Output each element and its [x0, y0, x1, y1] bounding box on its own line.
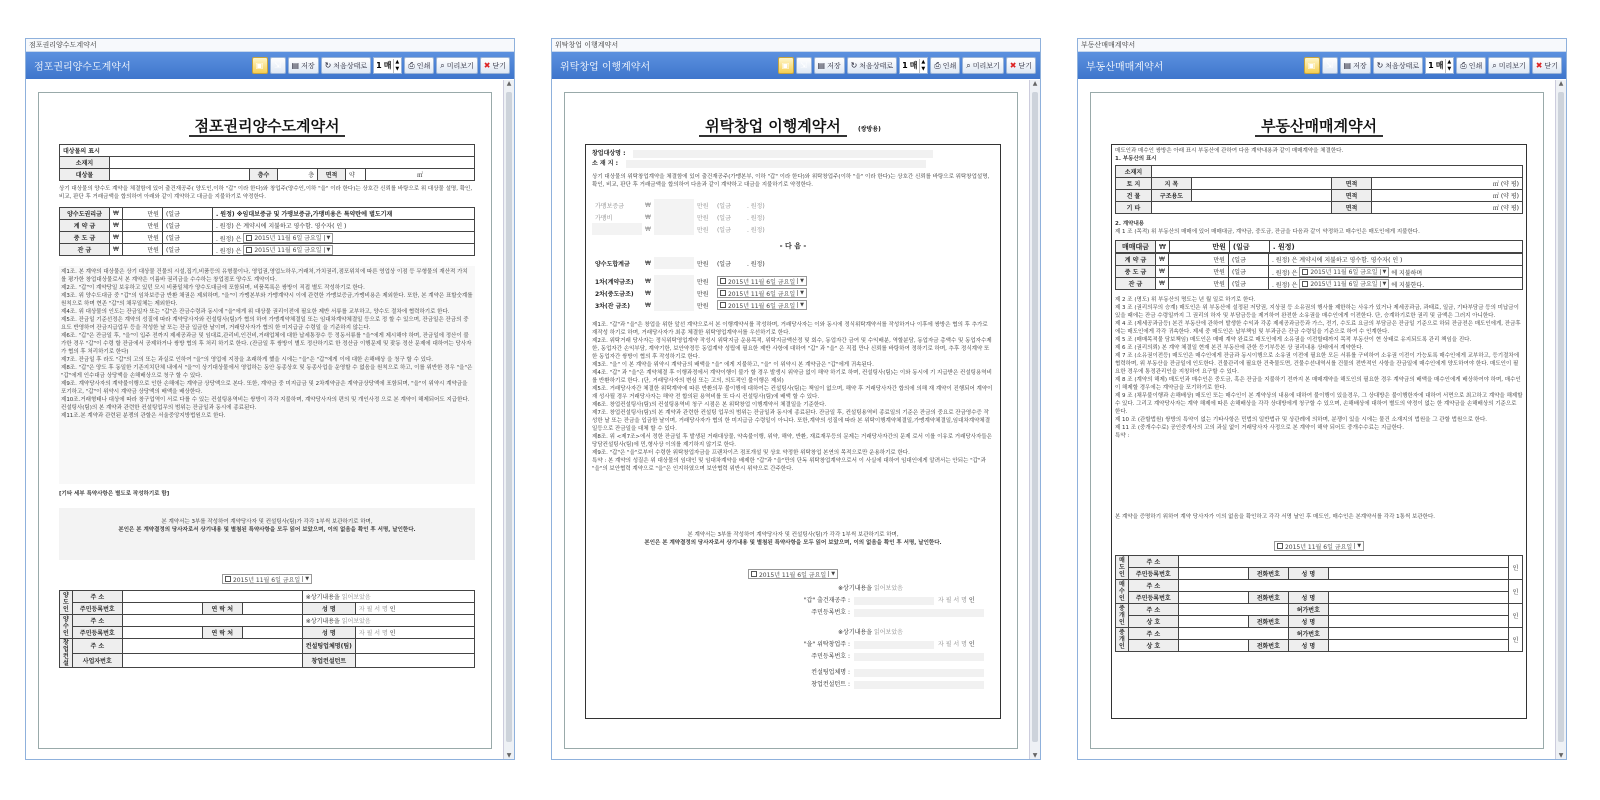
checkbox-icon[interactable] — [751, 571, 757, 577]
folder-icon: ▣ — [781, 60, 790, 70]
section-terms: 2. 계약내용 — [1115, 221, 1145, 227]
copies-stepper[interactable]: 1 매 ▲ ▼ — [373, 57, 402, 74]
window-toolbar — [552, 52, 1040, 79]
contract-window-2 — [551, 38, 1041, 760]
print-button[interactable]: ⎙ 인쇄 — [404, 57, 434, 74]
down-arrow-icon[interactable]: ▼ — [921, 65, 926, 72]
document-area — [26, 80, 514, 759]
scroll-down-icon[interactable]: ▼ — [1032, 752, 1038, 759]
down-arrow-icon[interactable]: ▼ — [1447, 65, 1452, 72]
checkbox-icon[interactable] — [1302, 269, 1308, 275]
date-picker[interactable]: 2015년 11월 6일 금요일 ▼ — [717, 288, 807, 298]
clauses-text[interactable]: 제1조. "갑"과 "을"은 창업을 위한 앞선 계약으로서 본 이행계약서를 작성하며, 거래당사자는 이와 동시에 정식위탁계약서를 작성하거나 이후에 쌍방은 협의 후 추가로 재작성 하기로 하며, 거래당사자가 최종 체결한 위탁영업계약서를 우선하기로 한다. 제2조. 위탁거래 당사자는 정식위탁영업계약 작성시 위탁지금 운용목적, 위탁지금액산정 및 회수, 동업자간 금여 및 수익배분, 역할분담, 동업자금 총액수 및 동업자수제한, 동업자간 손익부담, 계약기한, 보안약정등 동업계약 성립에 필요한 제반 사항에 대하여 "갑" 과 "을" 은 직접 만나 신뢰를 바탕하여 정하기로 하며, 추후 정식계약 또한 동업자간 쌍방이 협의 후 작성하기로 한다. 제3조. "을" 이 본 계약을 위약시 계약금의 배액을 "을" 에게 지불하고, "을" 이 위약시 본 계약금은 "갑"에게 귀속된다. 제4조. "갑" 과 "을"은 계약체결 후 이행과정에서 계약이행이 불가 할 경우 발생시 위약금 없이 해약 하기로 하며, 컨설팅사(팀)는 이와 동시에 기 지급받은 컨설팅용역비를 반환하기로 한다. (단, 거래당사자의 변심 또는 고의, 의도적인 불이행은 제외) 제5조. 거래당사자간 체결한 위탁계약에 따른 반환의무 불이행에 대하여는 컨설팅사(팀)는 책임이 없으며, 해약 후 거래당사자간 합의에 의해 재 계약이 진행되어 계약이 재 성사될 경우 거래당사자는 해약 전 합의된 용역비를 또 다시 컨설팅사(팀)에 배액 할 수 있다. 제6조. 창업컨설팅사(팀)의 컨설팅용역비 청구 시점은 본 위탁창업 이행계약서 체결일을 기준한다. 제7조. 창업컨설팅사(팀)의 본 계약과 관련한 컨설팅 업무의 범위는 잔금일과 동시에 종료된다. 잔금일 후, 컨설팅용역비 종료일의 기준은 잔금의 중요로 잔금영수증 작성한 날 또는 잔금을 입금한 날이며, 거래당사자가 협의 한 미지급금 수령일이 아니다. 또한,계약의 성질에 따라 본 위탁이행계약체결일,가맹계약체결일,임대차계약체결일등으로 잔금일을 대체 할 수 있다. 제8조. 위 <제7조>에서 정한 잔금일 후 발생된 거래대상물, 약속불이행, 위약, 해약, 반환, 재료재무등의 문제는 거래당사자간의 문제 로서 이를 이유로 거래당사자들은 당담컨설팅사(팀)에 민,형사상 이의를 제기하지 않기로 한다. 제9조. "갑"은 "을"로부터 수령한 위탁창업자금을 프랜차이즈 점포개설 및 상호 약정한 위탁창업 본연의 목적으로만 운용하기로 한다. 특약 : 본 계약의 성질은 위 대상물의 임대인 및 임대차계약을 배제한 "갑"과 "을"만의 단독 위탁창업계약으로서 이 사실에 대하여 임대인에게 알려서는 안되는 "갑"과 "을"의 보안협력 계약으로 "을"은 인지하였으며 보안협력 위반시 위약으로 간주한다. — [592, 322, 993, 472]
checkbox-icon[interactable] — [720, 290, 726, 296]
window-title: 점포권리양수도계약서 — [34, 62, 131, 73]
checkbox-icon[interactable] — [720, 278, 726, 284]
article-1: 제 1 조 (목적) 위 부동산의 매매에 있어 매매대금, 계약금, 중도금, 잔금을 다음과 같이 약정하고 매수인은 매도인에게 지불한다. — [1115, 229, 1420, 235]
folder-icon: ▣ — [255, 60, 264, 70]
next-heading: - 다 음 - — [779, 242, 807, 250]
folder-icon: ▣ — [1307, 60, 1316, 70]
fee-row: 가맹보증금 ₩ 만원 (일금 . 원정) — [592, 199, 832, 211]
installment-row: 3차(잔 금조) ₩ 만원 2015년 11월 6일 금요일 ▼ — [592, 299, 852, 311]
checkbox-icon[interactable] — [246, 235, 252, 241]
window-caption: 점포권리양수도계약서 — [26, 39, 514, 52]
printer-icon: ⎙ — [934, 60, 941, 70]
closing-text: 본 계약서는 3부를 작성하여 계약당사자 및 컨설팅사(팀)가 각각 1부씩 보관하기로 하며, — [161, 519, 373, 525]
payment-row: 잔 금 ₩ 만원 (일금 . 원정) 은 2015년 11월 6일 금요일 ▼ — [60, 244, 475, 256]
date-picker[interactable]: 2015년 11월 6일 금요일 ▼ — [717, 300, 807, 310]
installment-table — [592, 275, 852, 311]
payment-row: 중 도 금 ₩ 만원 (일금 . 원정) 은 2015년 11월 6일 금요일 ▼ 에 지불하며 — [1116, 266, 1523, 278]
scrollbar[interactable] — [1029, 80, 1040, 759]
printer-icon: ⎙ — [408, 60, 415, 70]
sign-date-picker[interactable]: 2015년 11월 6일 금요일 ▼ — [1274, 541, 1364, 551]
closing-text: 본 계약서는 3부를 작성하여 계약당사자 및 컨설팅사(팀)가 각각 1부씩 보관하기로 하며, — [687, 532, 899, 538]
magnifier-icon: ⌕ — [966, 60, 971, 70]
installment-row: 1차(계약금조) ₩ 만원 2015년 11월 6일 금요일 ▼ — [592, 275, 852, 287]
signature-block: ※상기내용을 읽어보았음 "갑" 출건재공주 : 자 필 서 명 인 주민등록번호 : ※상기내용을 읽어보았음 "을" 위탁창업주 : 자 필 서 명 인 주민등록번호 : 컨설팅업체명 : 창업컨설턴트 : — [792, 583, 994, 691]
down-arrow-icon[interactable]: ▼ — [395, 65, 400, 72]
chevron-down-icon[interactable]: ▼ — [1380, 269, 1387, 275]
window-caption: 부동산매매계약서 — [1078, 39, 1566, 52]
close-button[interactable]: ✖ 닫기 — [1532, 57, 1562, 74]
date-picker[interactable]: 2015년 11월 6일 금요일 ▼ — [243, 233, 333, 243]
document-area — [552, 80, 1040, 759]
scrollbar[interactable] — [503, 80, 514, 759]
up-arrow-icon[interactable]: ▲ — [1447, 58, 1452, 65]
property-table: 소재지 토 지 지 목 면적 ㎡ (약 평) 건 물 구조용도 면적 ㎡ (약 평) 기 타 면적 ㎡ (약 평) — [1115, 165, 1523, 214]
print-button[interactable]: ⎙ 인쇄 — [930, 57, 960, 74]
refresh-icon: ↻ — [324, 60, 332, 70]
contract-body: 창업대상명 : 소 재 지 : 상기 대상물의 위탁창업계약을 체결함에 있어 출건재공주(가맹본부, 이하 "갑" 이라 한다)와 위탁창업주(이하 "을" 이라 한다)는 상호간 신뢰를 바탕으로 위탁창업설명, 확인, 비교, 판단 후 거래금액을 합의하여 다음과 같이 계약하고 대금을 지불하기로 약정한다. 가맹보증금 ₩ 만원 (일금 . 원정) 가맹비 ₩ 만원 (일금 . 원정) ₩ 만원 (일금 . 원정) - 다 음 - 양수도합계금 ₩ 만원 (일금 . 원정) 1차(계약금조) ₩ 만원 2015년 11월 6일 금요일 ▼ 2차(중도금조) ₩ 만원 2015년 11월 6일 금요일 ▼ 3차(잔 금조) ₩ 만원 2015년 11월 6일 금요일 ▼ 제1조. "갑"과 "을"은 창업을 위한 앞선 계약으로서 본 이행계약서를 작성하며, 거래당사자는 이와 동시에 정식위탁계약서를 작성하거나 이후에 쌍방은 협의 후 추가로 재작성 하기로 하며, 거래당사자가 최종 체결한 위탁영업계약서를 우선하기로 한다. 제2조. 위탁거래 당사자는 정식위탁영업계약 작성시 위탁지금 운용목적, 위탁지금액산정 및 회수, 동업자간 금여 및 수익배분, 역할분담, 동업자금 총액수 및 동업자수제한, 동업자간 손익부담, 계약기한, 보안약정등 동업계약 성립에 필요한 제반 사항에 대하여 "갑" 과 "을" 은 직접 만나 신뢰를 바탕하여 정하기로 하며, 추후 정식계약 또한 동업자간 쌍방이 협의 후 작성하기로 한다. 제3조. "을" 이 본 계약을 위약시 계약금의 배액을 "을" 에게 지불하고, "을" 이 위약시 본 계약금은 "갑"에게 귀속된다. 제4조. "갑" 과 "을"은 계약체결 후 이행과정에서 계약이행이 불가 할 경우 발생시 위약금 없이 해약 하기로 하며, 컨설팅사(팀)는 이와 동시에 기 지급받은 컨설팅용역비를 반환하기로 한다. (단, 거래당사자의 변심 또는 고의, 의도적인 불이행은 제외) 제5조. 거래당사자간 체결한 위탁계약에 따른 반환의무 불이행에 대하여는 컨설팅사(팀)는 책임이 없으며, 해약 후 거래당사자간 합의에 의해 재 계약이 진행되어 계약이 재 성사될 경우 거래당사자는 해약 전 합의된 용역비를 또 다시 컨설팅사(팀)에 배액 할 수 있다. 제6조. 창업컨설팅사(팀)의 컨설팅용역비 청구 시점은 본 위탁창업 이행계약서 체결일을 기준한다. 제7조. 창업컨설팅사(팀)의 본 계약과 관련한 컨설팅 업무의 범위는 잔금일과 동시에 종료된다. 잔금일 후, 컨설팅용역비 종료일의 기준은 잔금의 중요로 잔금영수증 작성한 날 또는 잔금을 입금한 날이며, 거래당사자가 협의 한 미지급금 수령일이 아니다. 또한,계약의 성질에 따라 본 위탁이행계약체결일,가맹계약체결일,임대차계약체결일등으로 잔금일을 대체 할 수 있다. 제8조. 위 <제7조>에서 정한 잔금일 후 발생된 거래대상물, 약속불이행, 위약, 해약, 반환, 재료재무등의 문제는 거래당사자간의 문제 로서 이를 이유로 거래당사자들은 당담컨설팅사(팀)에 민,형사상 이의를 제기하지 않기로 한다. 제9조. "갑"은 "을"로부터 수령한 위탁창업자금을 프랜차이즈 점포개설 및 상호 약정한 위탁창업 본연의 목적으로만 운용하기로 한다. 특약 : 본 계약의 성질은 위 대상물의 임대인 및 임대차계약을 배제한 "갑"과 "을"만의 단독 위탁창업계약으로서 이 사실에 대하여 임대인에게 알려서는 안되는 "갑"과 "을"의 보안협력 계약으로 "을"은 인지하였으며 보안협력 위반시 위약으로 간주한다. 본 계약서는 3부를 작성하여 계약당사자 및 컨설팅사(팀)가 각각 1부씩 보관하기로 하며, 본인은 본 계약결정의 당사자로서 상기내용 및 별첨된 특약사항을 모두 읽어 보았으며, 이의 없음을 확인 후 서명, 날인한다. 2015년 11월 6일 금요일 ▼ ※상기내용을 읽어보았음 "갑" 출건재공주 : 자 필 서 명 인 주민등록번호 : ※상기내용을 읽어보았음 "을" 위탁창업주 : 자 필 서 명 인 주민등록번호 : 컨설팅업체명 : 창업컨설턴트 : — [585, 144, 1001, 719]
payment-row: 양수도권리금 ₩ 만원 (일금 . 원정) ※임대보증금 및 가맹보증금,가맹비용은 특약란에 별도기재 — [60, 208, 475, 220]
signature-table: 양도인 주 소 ※상기내용을 읽어보았음 주민등록번호 연 락 처 성 명 자 필 서 명 인 양수인 주 소 ※상기내용을 읽어보았음 주민등록번호 연 락 처 성 명 자 필 서 명 인 창업컨설 주 소 컨설팅업체명(팀) 사업자번호 창업컨설턴트 — [59, 590, 475, 668]
chevron-down-icon[interactable]: ▼ — [324, 247, 331, 253]
checkbox-icon[interactable] — [225, 576, 231, 582]
payment-row: 잔 금 ₩ 만원 (일금 . 원정) 은 2015년 11월 6일 금요일 ▼ 에 지불한다. — [1116, 278, 1523, 290]
payment-row: 계 약 금 ₩ 만원 (일금 . 원정) 은 계약시에 지불하고 영수함. 영수자( 인 ) — [60, 220, 475, 232]
chevron-down-icon[interactable]: ▼ — [1354, 543, 1361, 549]
property-table: 대상물의 표시 소재지 대상물 층수 층 면적 약 ㎡ — [59, 144, 475, 181]
window-title: 위탁창업 이행계약서 — [560, 62, 651, 73]
export-icon: ⇲ — [800, 60, 807, 70]
close-icon: ✖ — [483, 60, 491, 70]
clauses-text[interactable]: 제 2 조 (명도) 위 부동산의 명도는 년 월 일로 하기로 한다. 제 3 조 (권리의무의 승계) 매도인은 위 부동산에 설정된 저당권, 지상권 등 소유권의 행사를 제한하는 사유가 있거나 제세공과금, 과태료, 일금, 기타부담금 등의 미납금이 있을 때에는 잔금 수령일까지 그 권리의 하자 및 부담금등을 제거하여 완전한 소유권을 매수인에게 이전한다. 단, 승계하기로한 권리 및 금액은 그러지 아니한다. 제 4 조 (제세공과금등) 본건 부동산에 관하여 발생한 수익과 각종 제세공과금등과 가스, 전기, 수도료 요금의 부담금은 잔금일 기준으로 하되 잔금전은 매도인에게, 잔금후에는 매도인에게 각각 귀속한다. 제세 중 매도인은 납부책임 및 부과금은 잔금 수령일을 기준으로 하여 수 인계한다. 제 5 조 (매매목적물 담보책임) 매도인은 매매 계약 완료로 매도인에게 소유권을 이전할때까지 목적 부동산이 현 상태로 유지되도록 관리 책임을 진다. 제 6 조 (권리의뢰) 본 계약 체결일 현재 본건 부동산에 관한 등기부등본 상 권리내용 상태에서 계약한다. 제 7 조 (소유권이전등) 매도인은 매수인에게 잔금과 동시이행으로 소유권 이전에 필요한 모든 서류를 구비하여 소유권 이전이 가능토록 매수인에게 교부하고, 등기절차에 협력하며, 위 부동산을 잔금일에 인도한다. 건물관리에 필요한 건축물도면, 건물수선내역서를 건물의 전반적인 사항을 잔금일에 매수인에게 양도하여야 한다. 매도인이 필요한 경우에 통정관리인을 지칭하여 요구할 수 있다. 제 8 조 (계약의 해제) 매도인과 매수인은 중도금, 혹은 잔금을 지불하기 전까지 본 매매계약을 해도인의 필요한 경우 계약금의 배액을 매수인에게 배상하여야 하며, 매수인이 해제할 경우에는 계약금을 포기하기로 한다. 제 9 조 (채무불이행과 손해배상) 매도인 또는 매수인이 본 계약상의 내용에 대하여 불이행이 있을경우, 그 상대방은 불이행한자에 대하여 서면으로 최고하고 계약을 해제할 수 있다. 그리고 계약당사자는 계약 해제에 따른 손해배상을 각각 상대방에게 청구할 수 있으며, 손해배상에 대하여 별도의 약정이 없는 한 계약금을 손해배상의 기준으로 한다. 제 10 조 (관할법원) 쌍방의 특약이 없는 기타사항은 민법의 일반법규 및 상관례에 의하며, 분쟁이 있을 시에는 물건 소재지의 법원을 그 관할 법원으로 한다. 제 11 조 (중개수수료) 공인중개사의 고의 과실 없이 거래당사자 사정으로 본 계약이 해약 되어도 중개수수료는 지급한다. 특약 : — [1115, 297, 1523, 439]
scroll-up-icon[interactable]: ▲ — [1558, 80, 1564, 87]
reset-button[interactable]: ↻ 처음상태로 — [847, 57, 898, 74]
print-button[interactable]: ⎙ 인쇄 — [1456, 57, 1486, 74]
address-field[interactable] — [110, 157, 475, 169]
checkbox-icon[interactable] — [1277, 543, 1283, 549]
save-button[interactable]: ▤ 저장 — [814, 57, 845, 74]
export-icon: ⇲ — [274, 60, 281, 70]
close-button[interactable]: ✖ 닫기 — [480, 57, 510, 74]
reset-button[interactable]: ↻ 처음상태로 — [1373, 57, 1424, 74]
up-arrow-icon[interactable]: ▲ — [921, 58, 926, 65]
close-button[interactable]: ✖ 닫기 — [1006, 57, 1036, 74]
export-icon-button[interactable] — [1322, 57, 1338, 74]
document-area — [1078, 80, 1566, 759]
fee-table — [592, 199, 832, 235]
window-caption: 위탁창업 이행계약서 — [552, 39, 1040, 52]
chevron-down-icon[interactable]: ▼ — [1380, 281, 1387, 287]
save-button[interactable]: ▤ 저장 — [288, 57, 319, 74]
chevron-down-icon[interactable]: ▼ — [302, 576, 309, 582]
document-title: 위탁창업 이행계약서 (쌍방용) — [585, 115, 1001, 136]
open-icon-button[interactable] — [778, 57, 794, 74]
floppy-icon: ▤ — [291, 60, 300, 70]
scroll-up-icon[interactable]: ▲ — [1032, 80, 1038, 87]
close-icon: ✖ — [1009, 60, 1017, 70]
document-title: 부동산매매계약서 — [1111, 115, 1527, 136]
fee-row: ₩ 만원 (일금 . 원정) — [592, 223, 832, 235]
chevron-down-icon[interactable]: ▼ — [828, 571, 835, 577]
preview-button[interactable]: ⌕ 미리보기 — [1488, 57, 1530, 74]
signature-table: 매도인 주 소 인 주민등록번호 전화번호 성 명 매수인 주 소 인 주민등록번호 전화번호 성 명 중개인 주 소 허가번호 인 상 호 전화번호 성 명 중개인 주 소 허가번호 인 상 호 전화번호 성 명 — [1115, 555, 1523, 652]
sign-date-picker[interactable]: 2015년 11월 6일 금요일 ▼ — [222, 574, 312, 584]
copies-stepper[interactable]: 1 매 ▲ ▼ — [1425, 57, 1454, 74]
closing-confirm: 본인은 본 계약결정의 당사자로서 상기내용 및 별첨된 특약사항을 모두 읽어 보았으며, 이의 없음을 확인 후 서명, 날인한다. — [644, 540, 942, 546]
preview-button[interactable]: ⌕ 미리보기 — [436, 57, 478, 74]
save-button[interactable]: ▤ 저장 — [1340, 57, 1371, 74]
scroll-thumb[interactable] — [1558, 92, 1564, 742]
clauses-text[interactable]: 제1조. 본 계약의 대상물은 상기 대상물 건물의 시설,집기,비품등의 유형물이나, 영업권,영업노하우,거래처,가치권리,점포위치에 따른 영업상 이점 등 무형물의 재산적 가치를 평가한 창업대상물로서 본 계약은 이름바 권리금을 수수하는 창업점포 양수도 계약이다. 제2조. "갑"이 계약당일 보유하고 있던 모시 비품일체가 양수도대금에 포함되며, 비품목록은 쌍방이 직접 별도 작성하기로 한다. 제3조. 위 양수도대금 중 "갑"의 임차보증금 반환 채권은 제외하며, "을"이 가맹본부와 가맹계약시 이에 관련한 가맹보증금,가맹비용은 제외한다. 또한, 본 계약은 표할숫계를 원칙으로 하며 현존 "갑"의 채무일체는 제외한다. 제4조. 위 대상물의 인도는 잔금일자 또는 "갑"은 잔금수령과 동시에 "을"에게 위 대상물 권리이전에 필요한 제반 서류를 교부하고, 양수도 절차에 협력하기로 한다. 제5조. 잔금일 기준선정은 계약의 성질에 따라 계약당사자와 컨설팅사(팀)가 협의 하여 가맹계약체결일 또는 임대차계약체결일 등으로 정 할 수 있으며, 잔금일은 잔금의 중요도 반영하여 잔금지급업무 등을 작성한 날 또는 잔금 입금한 날이며, 거래당사자가 협의 한 미지급금 수령일 을 기준하지 않는다. 제6조. "갑"은 잔금일 후, "을"이 입주 전까지 제세공과금 및 임대료,관리비,인건비,거래업체에 대한 납세통장수 등 정동서류를 "을"에게 제시해야 하며, 잔금일에 정산이 불가한 경우 "갑"이 수령 할 잔금에서 공제하거나 쌍방 협의 후 처리 하기로 한다. (잔금일 후 쌍방이 별도 정산하기로 한 정산금 이행문제 및 잦동 정산 문제에 대하여는 당사자가 협의 후 처리하기로 한다) 제7조. 잔금일 후 라도 "갑"의 고의 또는 과실로 인하여 "을"의 영업에 지장을 초래하게 했을 시에는 "을"은 "갑"에게 이에 대한 손해배상 을 청구 할 수 있다. 제8조. "갑"은 양도 후 동일한 기존지치단체 내에서 "을"이 상기대상물에서 영업하는 동안 동종상호 및 동종사업을 운영할 수 없음을 원칙으로 하고, 이를 위반한 경우 "을"은 "갑"에게 인수대금 상당액을 손해배상으로 청구 할 수 있다. 제9조. 계약당사자의 계약불이행으로 인한 손해에는 계약금 상당액으로 본다. 또한, 계약금 중 미지급금 및 2차계약금은 계약금상당액에 포함되며, "을"이 위약시 계약금을 포기하고, "갑"이 위약시 계약금 상당액의 배액을 배상한다. 제10조.거래형태나 대상에 따라 창구업역이 서로 다를 수 있는 컨설팅용역비는 쌍방이 각각 지불하며, 계약당사자의 편의 및 개인사정 으로 본 계약이 해제되어도 지급한다. 컨설팅사(팀)의 본 계약과 관련한 컨설팅업무의 범위는 잔금일과 동시에 종료된다. 제11조.본 계약과 관련된 분쟁의 관할은 서울중앙지방법원으로 한다. — [59, 266, 475, 484]
scroll-up-icon[interactable]: ▲ — [506, 80, 512, 87]
checkbox-icon[interactable] — [720, 302, 726, 308]
payment-row: 중 도 금 ₩ 만원 (일금 . 원정) 은 2015년 11월 6일 금요일 ▼ — [60, 232, 475, 244]
payment-table — [1115, 253, 1523, 290]
fee-row: 가맹비 ₩ 만원 (일금 . 원정) — [592, 211, 832, 223]
export-icon: ⇲ — [1326, 60, 1333, 70]
floppy-icon: ▤ — [1343, 60, 1352, 70]
printer-icon: ⎙ — [1460, 60, 1467, 70]
checkbox-icon[interactable] — [246, 247, 252, 253]
copies-stepper[interactable]: 1 매 ▲ ▼ — [899, 57, 928, 74]
chevron-down-icon[interactable]: ▼ — [797, 290, 804, 296]
scroll-thumb[interactable] — [506, 92, 512, 742]
window-title: 부동산매매계약서 — [1086, 62, 1164, 73]
magnifier-icon: ⌕ — [440, 60, 445, 70]
scroll-down-icon[interactable]: ▼ — [506, 752, 512, 759]
paper — [564, 92, 1018, 749]
date-picker[interactable]: 2015년 11월 6일 금요일 ▼ — [243, 245, 333, 255]
paper — [1090, 92, 1544, 749]
reset-button[interactable]: ↻ 처음상태로 — [321, 57, 372, 74]
checkbox-icon[interactable] — [1302, 281, 1308, 287]
document — [585, 113, 1001, 732]
payment-table — [59, 207, 475, 256]
price-table: 매매대금 ₩ 만원 (일금 . 원정) — [1115, 240, 1523, 253]
chevron-down-icon[interactable]: ▼ — [797, 302, 804, 308]
intro-text: 상기 대상물의 위탁창업계약을 체결함에 있어 출건재공주(가맹본부, 이하 "갑" 이라 한다)와 위탁창업주(이하 "을" 이라 한다)는 상호간 신뢰를 바탕으로 위탁창업설명, 확인, 비교, 판단 후 거래금액을 합의하여 다음과 같이 계약하고 대금을 지불하기로 약정한다. — [592, 174, 990, 188]
closing-confirm: 본인은 본 계약결정의 당사자로서 상기내용 및 별첨된 특약사항을 모두 읽어 보았으며, 이의 없음을 확인 후 서명, 날인한다. — [118, 527, 416, 533]
contract-body — [1111, 144, 1527, 719]
open-icon-button[interactable] — [252, 57, 268, 74]
close-icon: ✖ — [1535, 60, 1543, 70]
chevron-down-icon[interactable]: ▼ — [797, 278, 804, 284]
date-picker[interactable]: 2015년 11월 6일 금요일 ▼ — [1299, 267, 1389, 277]
special-terms: [기타 세부 특약사항은 별도로 작성하기로 함] — [59, 491, 170, 497]
intro-text: 상기 대상물의 양수도 계약을 체결함에 있어 출건재공주( 양도인,이하 "갑" 이라 한다)와 창업주(양수인,이하 "을" 이라 한다)는 상호간 신뢰를 바탕으로 위 대상물 설명, 확인, 비교, 판단 후 거래금액을 합의하여 아래와 같이 계약하고 대금을 지불하기로 약정한다. — [59, 186, 473, 200]
document — [1111, 113, 1527, 732]
window-toolbar — [26, 52, 514, 79]
export-icon-button[interactable] — [270, 57, 286, 74]
date-picker[interactable]: 2015년 11월 6일 금요일 ▼ — [1299, 279, 1389, 289]
closing-text: 본 계약을 증명하기 위하여 계약 당사자가 이의 없음을 확인하고 각각 서명 날인 후 매도인, 매수인은 본계약서를 각각 1통씩 보관한다. — [1115, 514, 1436, 520]
total-table: 양수도합계금 ₩ 만원 (일금 . 원정) — [592, 257, 832, 269]
floppy-icon: ▤ — [817, 60, 826, 70]
installment-row: 2차(중도금조) ₩ 만원 2015년 11월 6일 금요일 ▼ — [592, 287, 852, 299]
window-toolbar — [1078, 52, 1566, 79]
contract-window-1 — [25, 38, 515, 760]
scrollbar[interactable] — [1555, 80, 1566, 759]
sign-date-picker[interactable]: 2015년 11월 6일 금요일 ▼ — [748, 569, 838, 579]
open-icon-button[interactable] — [1304, 57, 1320, 74]
document — [59, 113, 475, 732]
paper — [38, 92, 492, 749]
business-name-field[interactable] — [633, 150, 933, 158]
refresh-icon: ↻ — [1376, 60, 1384, 70]
intro-text: 매도인과 매수인 쌍방은 아래 표시 부동산에 관하여 다음 계약내용과 같이 매매계약을 체결한다. — [1115, 148, 1344, 154]
document-title: 점포권리양수도계약서 — [59, 115, 475, 136]
contract-window-3 — [1077, 38, 1567, 760]
export-icon-button[interactable] — [796, 57, 812, 74]
scroll-thumb[interactable] — [1032, 92, 1038, 742]
refresh-icon: ↻ — [850, 60, 858, 70]
location-field[interactable] — [626, 160, 926, 168]
up-arrow-icon[interactable]: ▲ — [395, 58, 400, 65]
date-picker[interactable]: 2015년 11월 6일 금요일 ▼ — [717, 276, 807, 286]
payment-row: 계 약 금 ₩ 만원 (일금 . 원정) 은 계약시에 지불하고 영수함. 영수자( 인 ) — [1116, 254, 1523, 266]
chevron-down-icon[interactable]: ▼ — [324, 235, 331, 241]
magnifier-icon: ⌕ — [1492, 60, 1497, 70]
section-property: 1. 부동산의 표시 — [1115, 156, 1157, 162]
preview-button[interactable]: ⌕ 미리보기 — [962, 57, 1004, 74]
scroll-down-icon[interactable]: ▼ — [1558, 752, 1564, 759]
